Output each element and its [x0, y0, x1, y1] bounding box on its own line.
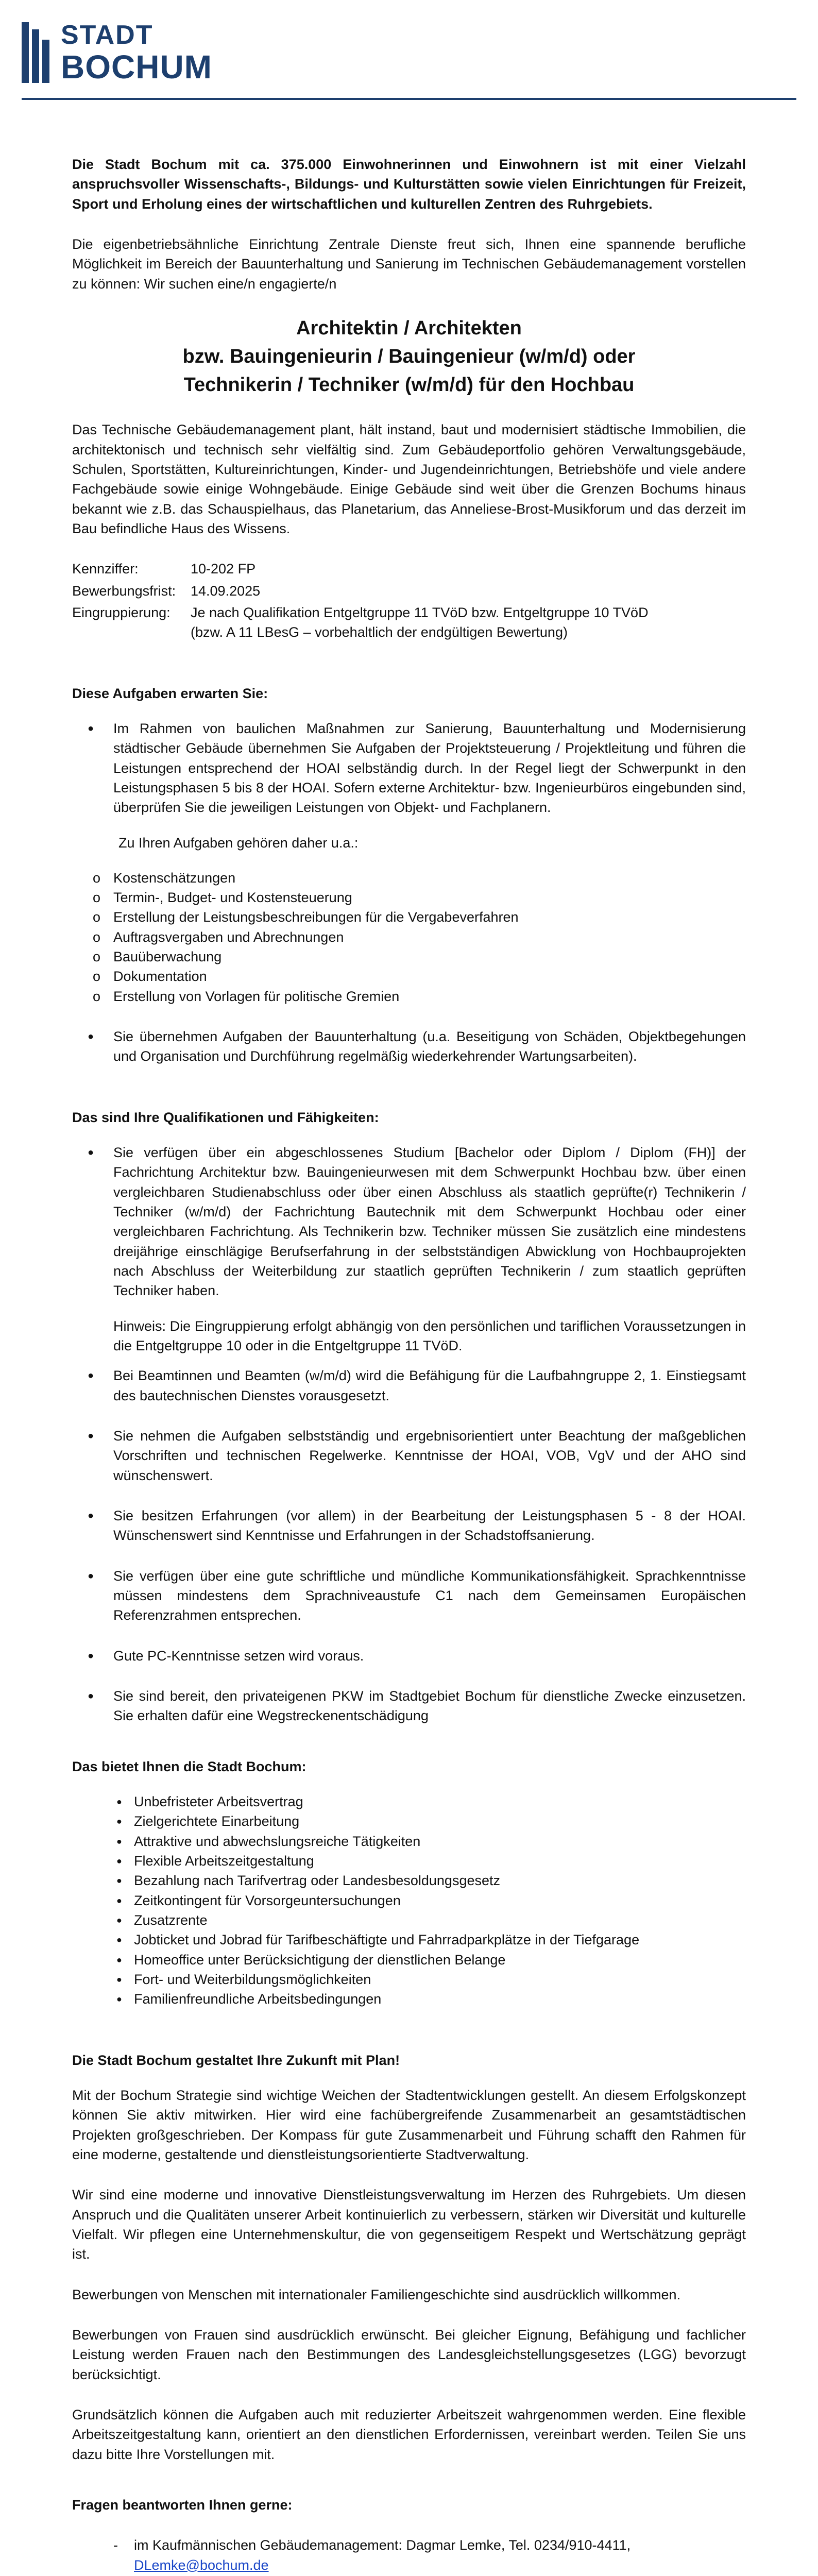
contact-1-email-link[interactable]: DLemke@bochum.de — [134, 2557, 269, 2573]
eingruppierung-value — [191, 603, 746, 642]
department-description: Das Technische Gebäudemanagement plant, hält instand, baut und modernisiert städtische Immobilien, die architektonisch und technisch sehr vielfältig sind. Zum Gebäudeportfolio gehören Verwaltungsgebäude, Schulen, Sportstätten, Kultureinrichtungen, Kinder- und Jugendeinrichtungen, Betriebshöfe und viele andere Fachgebäude sowie einige Wohngebäude. Einige Gebäude sind weit über die Grenzen Bochums hinaus bekannt wie z.B. das Schauspielhaus, das Planetarium, das Anneliese-Brost-Musikforum und das derzeit im Bau befindliche Haus des Wissens. — [72, 422, 746, 536]
task-subitem: o Erstellung der Leistungsbeschreibungen für die Vergabeverfahren — [52, 907, 746, 927]
intro-paragraph-2: Die eigenbetriebsähnliche Einrichtung Zentrale Dienste freut sich, Ihnen eine spannende berufliche Möglichkeit im Bereich der Bauunterhaltung und Sanierung im Technischen Gebäudemanagement vorstellen zu können: Wir suchen eine/n engagierte/n — [72, 236, 746, 292]
benefit-item: ● Zielgerichtete Einarbeitung — [72, 1811, 746, 1831]
qualifications-heading: Das sind Ihre Qualifikationen und Fähigkeiten: — [72, 1109, 379, 1125]
benefits-heading: Das bietet Ihnen die Stadt Bochum: — [72, 1758, 306, 1774]
task-subitem: o Auftragsvergaben und Abrechnungen — [52, 927, 746, 947]
future-paragraph-5: Grundsätzlich können die Aufgaben auch mit reduzierter Arbeitszeit wahrgenommen werden. Eine flexible Arbeitszeitgestaltung kann, orientiert an den dienstlichen Erfordernissen, vereinbart werden. Teilen Sie uns dazu bitte Ihre Vorstellungen mit. — [72, 2406, 746, 2462]
qualification-item: ● Sie sind bereit, den privateigenen PKW im Stadtgebiet Bochum für dienstliche Zwecke einzusetzen. Sie erhalten dafür eine Wegstreckenentschädigung — [72, 1686, 746, 1726]
benefit-item: ● Jobticket und Jobrad für Tarifbeschäftigte und Fahrradparkplätze in der Tiefgarage — [72, 1930, 746, 1950]
future-heading: Die Stadt Bochum gestaltet Ihre Zukunft mit Plan! — [72, 2052, 400, 2068]
contact-1-text: im Kaufmännischen Gebäudemanagement: Dagmar Lemke, Tel. 0234/910-4411, — [134, 2537, 631, 2553]
contact-heading: Fragen beantworten Ihnen gerne: — [72, 2497, 293, 2513]
header-divider — [22, 98, 796, 100]
qualification-item: ● Sie verfügen über eine gute schriftliche und mündliche Kommunikationsfähigkeit. Sprachkenntnisse müssen mindestens dem Sprachniveaustufe C1 nach dem Gemeinsamen Europäischen Referenzrahmen entsprechen. — [72, 1566, 746, 1625]
task-subitem: o Bauüberwachung — [52, 947, 746, 967]
benefit-item: ● Familienfreundliche Arbeitsbedingungen — [72, 1989, 746, 2009]
kennziffer-label: Kennziffer: — [72, 561, 139, 577]
qualification-item — [72, 1143, 746, 1355]
bochum-logo-mark-icon — [22, 22, 54, 83]
frist-value: 14.09.2025 — [191, 583, 261, 599]
job-title-line-2: bzw. Bauingenieurin / Bauingenieur (w/m/d) oder — [182, 346, 636, 368]
logo-word-bochum: BOCHUM — [61, 48, 212, 86]
qualification-item-text: Sie verfügen über ein abgeschlossenes Studium [Bachelor oder Diplom / Diplom (FH)] der Fachrichtung Architektur bzw. Bauingenieurwesen mit dem Schwerpunkt Hochbau bzw. über einen vergleichbaren Studienabschluss oder über einen Abschluss als staatlich geprüfte(r) Technikerin / Techniker (w/m/d) der Fachrichtung Bautechnik mit dem Schwerpunkt Hochbau oder einer vergleichbaren Fachrichtung. Als Technikerin bzw. Techniker müssen Sie zusätzlich eine mindestens dreijährige einschlägige Berufserfahrung in der selbstständigen Abwicklung von Hochbauprojekten nach Abschluss der Weiterbildung zur staatlich geprüften Technikerin / zum staatlich geprüften Techniker haben. — [113, 1145, 746, 1299]
eingruppierung-value-line-1: Je nach Qualifikation Entgeltgruppe 11 TVöD bzw. Entgeltgruppe 10 TVöD — [191, 604, 649, 620]
future-paragraph-3: Bewerbungen von Menschen mit internationaler Familiengeschichte sind ausdrücklich willkommen. — [72, 2286, 681, 2302]
task-subitem: o Erstellung von Vorlagen für politische Gremien — [52, 987, 746, 1006]
task-subitems — [52, 868, 746, 1006]
frist-label: Bewerbungsfrist: — [72, 583, 176, 599]
benefit-item: ● Attraktive und abwechslungsreiche Tätigkeiten — [72, 1832, 746, 1851]
stadt-bochum-logo — [22, 20, 212, 86]
job-title — [72, 314, 746, 399]
eingruppierung-value-line-2: (bzw. A 11 LBesG – vorbehaltlich der endgültigen Bewertung) — [191, 624, 568, 640]
tasks-list-2 — [72, 1027, 746, 1066]
qualification-item: ● Gute PC-Kenntnisse setzen wird voraus. — [72, 1646, 746, 1666]
benefits-list — [72, 1792, 746, 2009]
job-facts — [72, 559, 746, 642]
benefit-item: ● Bezahlung nach Tarifvertrag oder Landesbesoldungsgesetz — [72, 1871, 746, 1890]
task-item — [72, 719, 746, 868]
benefit-item: ● Homeoffice unter Berücksichtigung der dienstlichen Belange — [72, 1950, 746, 1970]
benefit-item: ● Unbefristeter Arbeitsvertrag — [72, 1792, 746, 1811]
benefit-item: ● Fort- und Weiterbildungsmöglichkeiten — [72, 1970, 746, 1989]
eingruppierung-label: Eingruppierung: — [72, 604, 171, 620]
qualification-item: ● Bei Beamtinnen und Beamten (w/m/d) wird die Befähigung für die Laufbahngruppe 2, 1. Einstiegsamt des bautechnischen Dienstes vorausgesetzt. — [72, 1366, 746, 1405]
main-content — [72, 155, 746, 2576]
task-item: ● Sie übernehmen Aufgaben der Bauunterhaltung (u.a. Beseitigung von Schäden, Objektbegehungen und Organisation und Durchführung regelmäßig wiederkehrender Wartungsarbeiten). — [72, 1027, 746, 1066]
qualification-item: ● Sie besitzen Erfahrungen (vor allem) in der Bearbeitung der Leistungsphasen 5 - 8 der HOAI. Wünschenswert sind Kenntnisse und Erfahrungen in der Schadstoffsanierung. — [72, 1506, 746, 1546]
tasks-list — [72, 719, 746, 868]
future-paragraph-2: Wir sind eine moderne und innovative Dienstleistungsverwaltung im Herzen des Ruhrgebiets. Um diesen Anspruch und die Qualitäten unserer Arbeit kontinuierlich zu verbessern, stärken wir Diversität und kulturelle Vielfalt. Wir pflegen eine Unternehmenskultur, die von gegenseitigem Respekt und Wertschätzung geprägt ist. — [72, 2187, 746, 2262]
page-header — [0, 0, 818, 103]
qualifications-list — [72, 1143, 746, 1726]
intro-paragraph-1: Die Stadt Bochum mit ca. 375.000 Einwohnerinnen und Einwohnern ist mit einer Vielzahl anspruchsvoller Wissenschafts-, Bildungs- und Kulturstätten sowie vielen Einrichtungen für Freizeit, Sport und Erholung eines der wirtschaftlichen und kulturellen Zentren des Ruhrgebiets. — [72, 157, 746, 212]
contact-item — [72, 2535, 746, 2575]
task-subitem: o Dokumentation — [52, 967, 746, 986]
job-title-line-1: Architektin / Architekten — [296, 317, 522, 339]
qualification-note: Hinweis: Die Eingruppierung erfolgt abhängig von den persönlichen und tariflichen Voraussetzungen in die Entgeltgruppe 10 oder in die Entgeltgruppe 11 TVöD. — [113, 1318, 746, 1354]
qualification-item: ● Sie nehmen die Aufgaben selbstständig und ergebnisorientiert unter Beachtung der maßgeblichen Vorschriften und technischen Regelwerke. Kenntnisse der HOAI, VOB, VgV und der AHO sind wünschenswert. — [72, 1426, 746, 1485]
logo-word-stadt: STADT — [61, 20, 154, 50]
task-sub-intro: Zu Ihren Aufgaben gehören daher u.a.: — [118, 835, 359, 851]
tasks-heading: Diese Aufgaben erwarten Sie: — [72, 685, 268, 701]
future-paragraph-1: Mit der Bochum Strategie sind wichtige Weichen der Stadtentwicklungen gestellt. An diesem Erfolgskonzept können Sie aktiv mitwirken. Hier wird eine fachübergreifende Zusammenarbeit an gesamtstädtischen Projekten großgeschrieben. Der Kompass für gute Zusammenarbeit und Führung schafft den Rahmen für eine moderne, gestaltende und dienstleistungsorientierte Stadtverwaltung. — [72, 2087, 746, 2162]
benefit-item: ● Flexible Arbeitszeitgestaltung — [72, 1851, 746, 1871]
task-item-text: Im Rahmen von baulichen Maßnahmen zur Sanierung, Bauunterhaltung und Modernisierung städtischer Gebäude übernehmen Sie Aufgaben der Projektsteuerung / Projektleitung und führen die Leistungen entsprechend der HOAI selbständig durch. In der Regel liegt der Schwerpunkt in den Leistungsphasen 5 bis 8 der HOAI. Sofern externe Architektur- bzw. Ingenieurbüros eingebunden sind, überprüfen Sie die jeweiligen Leistungen von Objekt- und Fachplanern. — [113, 720, 746, 816]
kennziffer-value: 10-202 FP — [191, 561, 256, 577]
task-subitem: o Termin-, Budget- und Kostensteuerung — [52, 888, 746, 907]
contact-list — [72, 2535, 746, 2576]
benefit-item: ● Zeitkontingent für Vorsorgeuntersuchungen — [72, 1891, 746, 1910]
future-paragraph-4: Bewerbungen von Frauen sind ausdrücklich erwünscht. Bei gleicher Eignung, Befähigung und fachlicher Leistung werden Frauen nach den Bestimmungen des Landesgleichstellungsgesetzes (LGG) bevorzugt berücksichtigt. — [72, 2327, 746, 2382]
job-title-line-3: Technikerin / Techniker (w/m/d) für den Hochbau — [183, 374, 635, 396]
benefit-item: ● Zusatzrente — [72, 1910, 746, 1930]
task-subitem: o Kostenschätzungen — [52, 868, 746, 888]
